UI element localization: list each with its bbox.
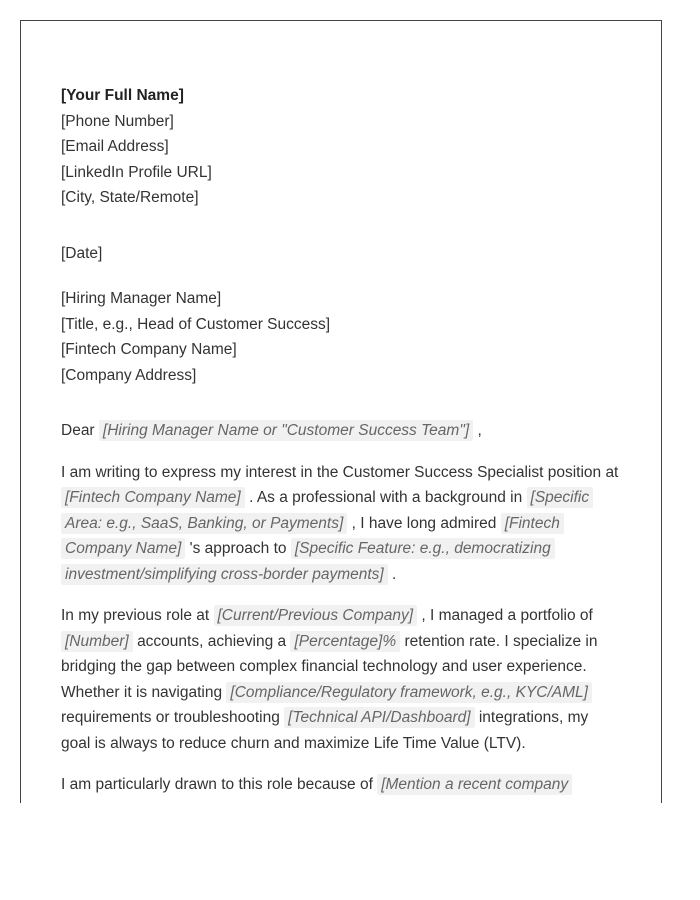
spacer	[61, 266, 621, 286]
recipient-address: [Company Address]	[61, 366, 197, 384]
text-run: .	[392, 565, 397, 583]
placeholder-field: [Percentage]%	[290, 631, 400, 652]
text-run: I am particularly drawn to this role because of	[61, 776, 373, 793]
placeholder-field: [Number]	[61, 631, 133, 652]
text-run: In my previous role at	[61, 607, 210, 624]
recipient-company: [Fintech Company Name]	[61, 341, 237, 358]
spacer	[61, 211, 621, 241]
sender-location: [City, State/Remote]	[61, 189, 199, 206]
text-run: integrations, my goal is always to reduce churn and maximize Life Time Value (LTV).	[61, 709, 589, 752]
paragraph-intro	[61, 460, 621, 588]
placeholder-field: [Current/Previous Company]	[214, 605, 418, 626]
text-run: , I have long admired	[351, 514, 497, 532]
placeholder-field: [Specific Area: e.g., SaaS, Banking, or Payments]	[61, 487, 593, 534]
sender-name: [Your Full Name]	[61, 87, 184, 104]
sender-phone: [Phone Number]	[61, 112, 174, 130]
text-run: retention rate. I specialize in bridging the gap between complex financial technology and user experience. Whether it is navigating	[61, 632, 598, 701]
salutation-comma: ,	[477, 422, 482, 439]
sender-linkedin: [LinkedIn Profile URL]	[61, 163, 212, 181]
placeholder-field: [Technical API/Dashboard]	[284, 707, 474, 728]
text-run: I am writing to express my interest in the Customer Success Specialist position at	[61, 463, 619, 481]
text-run: accounts, achieving a	[137, 632, 287, 650]
paragraph-experience	[61, 603, 621, 756]
text-run: requirements or troubleshooting	[61, 709, 280, 726]
spacer	[61, 388, 621, 418]
sender-email: [Email Address]	[61, 138, 169, 155]
letter-content	[61, 83, 621, 803]
recipient-name: [Hiring Manager Name]	[61, 290, 222, 307]
text-run: , I managed a portfolio of	[421, 607, 593, 624]
text-run: 's approach to	[189, 540, 287, 557]
placeholder-field: [Fintech Company Name]	[61, 487, 245, 508]
recipient-title: [Title, e.g., Head of Customer Success]	[61, 315, 331, 333]
salutation-dear: Dear	[61, 422, 95, 439]
letter-page	[20, 20, 662, 803]
text-run: . As a professional with a background in	[249, 489, 523, 506]
placeholder-field: [Fintech Company Name]	[61, 513, 564, 560]
placeholder-field: [Compliance/Regulatory framework, e.g., KYC/AML]	[226, 682, 592, 703]
salutation	[61, 418, 621, 444]
placeholder-field: [Hiring Manager Name or "Customer Success Team"]	[99, 420, 473, 441]
placeholder-field: [Specific Feature: e.g., democratizing investment/simplifying cross-border payments]	[61, 538, 555, 585]
paragraph-motivation	[61, 772, 621, 798]
letter-date: [Date]	[61, 244, 103, 262]
placeholder-field: [Mention a recent company	[377, 774, 572, 795]
